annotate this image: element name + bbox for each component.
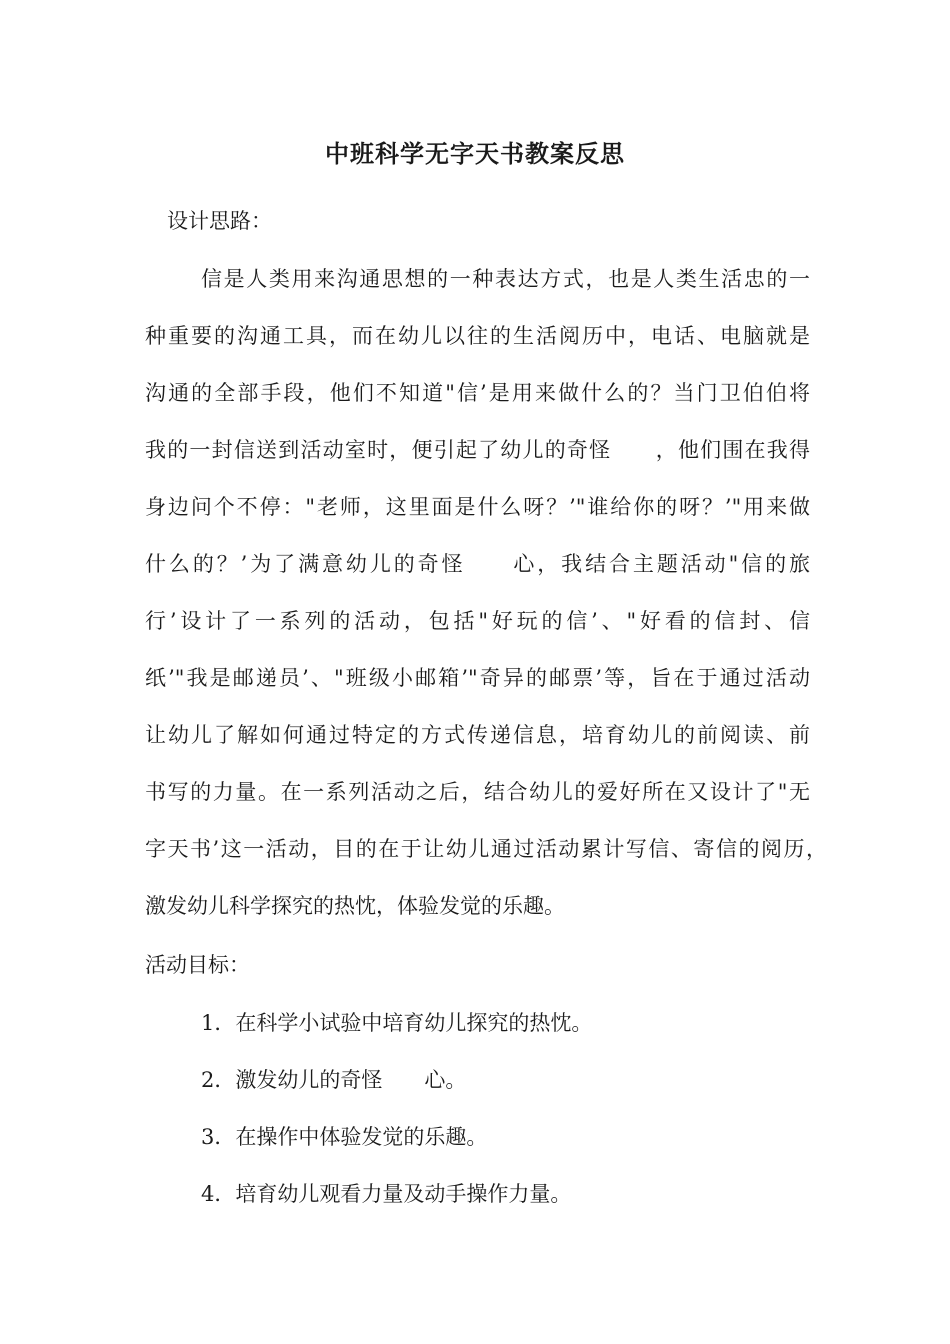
paragraph-line: 沟通的全部手段，他们不知道"信’是用来做什么的？当门卫伯伯将 — [145, 381, 810, 405]
paragraph-line: 字天书’这一活动，目的在于让幼儿通过活动累计写信、寄信的阅历， — [145, 837, 827, 861]
paragraph-line: 我的一封信送到活动室时，便引起了幼儿的奇怪 ，他们围在我得 — [145, 438, 810, 462]
paragraph-line: 让幼儿了解如何通过特定的方式传递信息，培育幼儿的前阅读、前 — [145, 723, 810, 747]
paragraph-line: 身边问个不停："老师，这里面是什么呀？’"谁给你的呀？’"用来做 — [145, 495, 810, 519]
paragraph-line: 种重要的沟通工具，而在幼儿以往的生活阅历中，电话、电脑就是 — [145, 324, 810, 348]
paragraph-line: 信是人类用来沟通思想的一种表达方式，也是人类生活忠的一 — [201, 267, 810, 291]
goal-item: 2．激发幼儿的奇怪 心。 — [201, 1068, 467, 1092]
paragraph-line: 纸’"我是邮递员’、"班级小邮箱’"奇异的邮票’等，旨在于通过活动 — [145, 666, 810, 690]
goal-item: 3．在操作中体验发觉的乐趣。 — [201, 1125, 488, 1149]
paragraph-line: 书写的力量。在一系列活动之后，结合幼儿的爱好所在又设计了"无 — [145, 780, 810, 804]
section-heading-goals: 活动目标： — [145, 953, 250, 977]
paragraph-line: 行’设计了一系列的活动，包括"好玩的信’、"好看的信封、信 — [145, 609, 810, 633]
document-title: 中班科学无字天书教案反思 — [325, 140, 625, 168]
goal-item: 4．培育幼儿观看力量及动手操作力量。 — [201, 1182, 572, 1206]
goal-item: 1．在科学小试验中培育幼儿探究的热忱。 — [201, 1011, 593, 1035]
section-heading-design: 设计思路： — [167, 209, 272, 233]
paragraph-line: 激发幼儿科学探究的热忱，体验发觉的乐趣。 — [145, 894, 565, 918]
paragraph-line: 什么的？’为了满意幼儿的奇怪 心，我结合主题活动"信的旅 — [145, 552, 810, 576]
